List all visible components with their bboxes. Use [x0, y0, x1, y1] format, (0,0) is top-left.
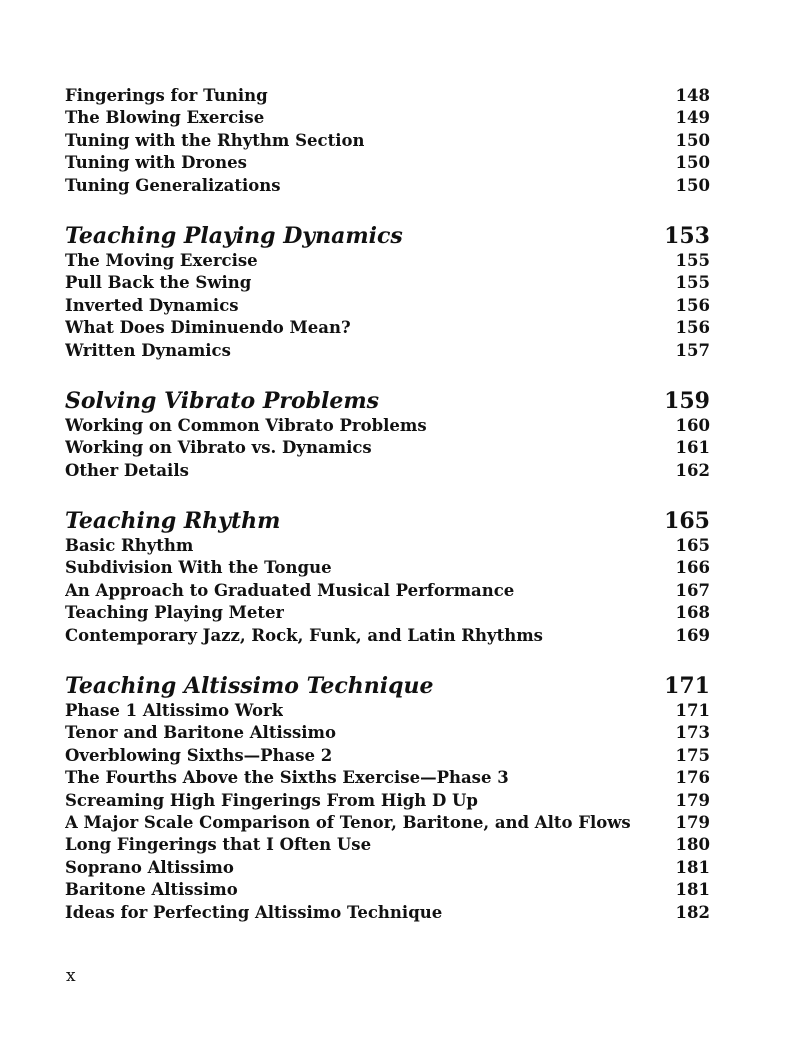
toc-entry-page: 173 — [675, 723, 710, 743]
toc-entry-page: 150 — [675, 153, 710, 173]
toc-entry-page: 182 — [675, 902, 710, 922]
toc-entry[interactable] — [65, 790, 710, 812]
toc-entry-page: 181 — [675, 880, 710, 900]
toc-entry-title: The Moving Exercise — [65, 250, 258, 270]
toc-entry-page: 167 — [675, 580, 710, 600]
toc-entry-page: 165 — [675, 536, 710, 556]
toc-entry-title: Working on Vibrato vs. Dynamics — [65, 438, 372, 458]
toc-chapter-section — [65, 673, 710, 924]
toc-entry-title: Tuning with Drones — [65, 153, 247, 173]
toc-entry-page: 169 — [675, 625, 710, 645]
toc-entry[interactable] — [65, 460, 710, 482]
toc-entry[interactable] — [65, 767, 710, 789]
toc-chapter-heading[interactable] — [65, 673, 710, 700]
toc-entry[interactable] — [65, 272, 710, 294]
toc-entry[interactable] — [65, 85, 710, 107]
toc-entry-title: Long Fingerings that I Often Use — [65, 835, 372, 855]
toc-entry-title: Tuning Generalizations — [65, 175, 281, 195]
toc-entry[interactable] — [65, 602, 710, 624]
page-number-folio: x — [66, 966, 76, 986]
toc-entry[interactable] — [65, 152, 710, 174]
toc-entry-title: Teaching Playing Meter — [65, 603, 285, 623]
toc-entry[interactable] — [65, 857, 710, 879]
toc-entry-page: 168 — [675, 603, 710, 623]
toc-entry-title: Basic Rhythm — [65, 536, 194, 556]
toc-entry[interactable] — [65, 902, 710, 924]
toc-entry[interactable] — [65, 250, 710, 272]
toc-entry-page: 155 — [675, 273, 710, 293]
toc-chapter-section — [65, 388, 710, 482]
toc-chapter-title: Teaching Rhythm — [65, 508, 281, 535]
toc-entry[interactable] — [65, 625, 710, 647]
toc-entry-title: Working on Common Vibrato Problems — [65, 415, 427, 435]
toc-entry-title: What Does Diminuendo Mean? — [65, 318, 351, 338]
toc-entry[interactable] — [65, 834, 710, 856]
toc-chapter-heading[interactable] — [65, 508, 710, 535]
toc-entry-page: 171 — [675, 701, 710, 721]
toc-chapter-title: Teaching Playing Dynamics — [65, 222, 403, 249]
toc-entry[interactable] — [65, 415, 710, 437]
toc-entry-title: Tenor and Baritone Altissimo — [65, 723, 337, 743]
toc-entry-page: 175 — [675, 745, 710, 765]
toc-chapter-section — [65, 223, 710, 362]
toc-entry-page: 148 — [675, 86, 710, 105]
toc-entry[interactable] — [65, 130, 710, 152]
toc-entry[interactable] — [65, 745, 710, 767]
toc-entry-page: 166 — [675, 558, 710, 578]
toc-entry[interactable] — [65, 879, 710, 901]
toc-entry[interactable] — [65, 535, 710, 557]
toc-chapter-page: 153 — [664, 222, 710, 249]
toc-entry-page: 162 — [675, 460, 710, 480]
toc-entry[interactable] — [65, 107, 710, 129]
toc-entry[interactable] — [65, 295, 710, 317]
toc-chapter-page: 171 — [664, 673, 710, 700]
toc-entry-page: 181 — [675, 857, 710, 877]
toc-entry-title: Tuning with the Rhythm Section — [65, 130, 365, 150]
toc-entry-page: 149 — [675, 108, 710, 128]
toc-entry[interactable] — [65, 340, 710, 362]
toc-entry-page: 150 — [675, 130, 710, 150]
toc-entry[interactable] — [65, 700, 710, 722]
toc-entry-title: Pull Back the Swing — [65, 273, 252, 293]
toc-entry-page: 157 — [675, 340, 710, 360]
toc-entry-title: Overblowing Sixths—Phase 2 — [65, 745, 333, 765]
toc-entry-title: Ideas for Perfecting Altissimo Technique — [65, 902, 443, 922]
toc-entry-page: 180 — [675, 835, 710, 855]
toc-entry-title: The Fourths Above the Sixths Exercise—Phase 3 — [65, 768, 509, 788]
toc-chapter-title: Solving Vibrato Problems — [65, 387, 380, 414]
toc-entry-title: An Approach to Graduated Musical Performance — [65, 580, 515, 600]
toc-entry-page: 161 — [675, 438, 710, 458]
toc-entry[interactable] — [65, 437, 710, 459]
toc-entry-page: 155 — [675, 250, 710, 270]
toc-entry-title: Subdivision With the Tongue — [65, 558, 332, 578]
toc-chapter-page: 159 — [664, 387, 710, 414]
toc-entry-page: 156 — [675, 295, 710, 315]
toc-entry-title: The Blowing Exercise — [65, 108, 265, 128]
toc-chapter-heading[interactable] — [65, 388, 710, 415]
toc-entry-page: 179 — [675, 790, 710, 810]
toc-entry-page: 179 — [675, 812, 710, 832]
toc-entry[interactable] — [65, 317, 710, 339]
toc-entry-title: Screaming High Fingerings From High D Up — [65, 790, 478, 810]
toc-entry-title: Phase 1 Altissimo Work — [65, 701, 284, 721]
toc-entry[interactable] — [65, 175, 710, 197]
toc-chapter-heading[interactable] — [65, 223, 710, 250]
table-of-contents — [65, 85, 710, 950]
toc-entry-title: Other Details — [65, 460, 189, 480]
toc-entry[interactable] — [65, 812, 710, 834]
toc-section-continued — [65, 85, 710, 197]
toc-entry-title: Contemporary Jazz, Rock, Funk, and Latin Rhythms — [65, 625, 543, 645]
toc-chapter-section — [65, 508, 710, 647]
toc-entry-title: A Major Scale Comparison of Tenor, Baritone, and Alto Flows — [65, 812, 631, 832]
toc-entry-title: Baritone Altissimo — [65, 880, 238, 900]
toc-entry-page: 160 — [675, 415, 710, 435]
toc-entry-title: Inverted Dynamics — [65, 295, 239, 315]
toc-entry-title: Written Dynamics — [65, 340, 231, 360]
toc-entry-page: 150 — [675, 175, 710, 195]
toc-chapter-title: Teaching Altissimo Technique — [65, 673, 434, 700]
toc-entry-page: 156 — [675, 318, 710, 338]
toc-entry-title: Soprano Altissimo — [65, 857, 234, 877]
toc-entry[interactable] — [65, 722, 710, 744]
toc-chapter-page: 165 — [664, 508, 710, 535]
toc-entry-page: 176 — [675, 768, 710, 788]
toc-entry-title: Fingerings for Tuning — [65, 86, 268, 105]
toc-entry[interactable] — [65, 557, 710, 579]
toc-entry[interactable] — [65, 580, 710, 602]
